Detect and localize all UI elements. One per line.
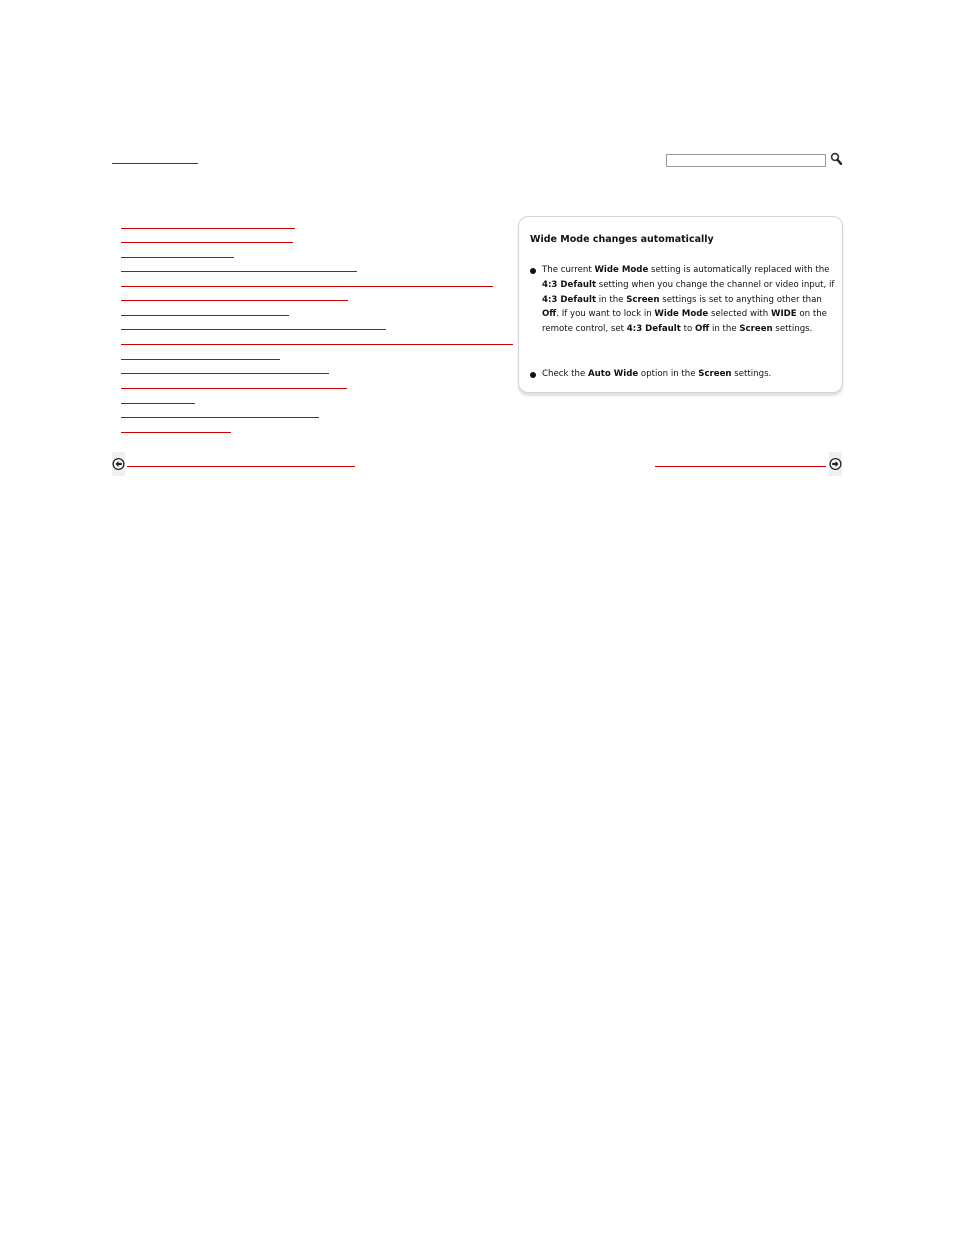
toc-link-1[interactable] bbox=[121, 228, 295, 229]
bullet-icon bbox=[530, 268, 536, 274]
tip-card bbox=[518, 216, 843, 393]
toc-link-13[interactable] bbox=[121, 403, 195, 404]
toc-link-4[interactable] bbox=[121, 271, 357, 272]
toc-link-7[interactable] bbox=[121, 315, 289, 316]
tip-title: Wide Mode changes automatically bbox=[530, 234, 714, 245]
toc-link-11[interactable] bbox=[121, 373, 329, 374]
search-icon bbox=[830, 152, 843, 166]
next-page-button[interactable] bbox=[829, 452, 842, 476]
toc-link-12[interactable] bbox=[121, 388, 347, 389]
right-arrow-icon bbox=[829, 452, 842, 476]
top-link[interactable] bbox=[112, 163, 198, 164]
toc-link-3[interactable] bbox=[121, 257, 234, 258]
prev-page-link[interactable] bbox=[127, 466, 355, 467]
toc-link-14[interactable] bbox=[121, 417, 319, 418]
toc-link-8[interactable] bbox=[121, 329, 386, 330]
toc-link-15[interactable] bbox=[121, 432, 231, 433]
next-page-link[interactable] bbox=[655, 466, 826, 467]
search-input[interactable] bbox=[666, 154, 826, 167]
bullet-icon bbox=[530, 372, 536, 378]
search-button[interactable] bbox=[830, 152, 843, 166]
page-navigation bbox=[112, 452, 842, 478]
toc-link-6[interactable] bbox=[121, 300, 348, 301]
left-arrow-icon bbox=[112, 452, 125, 476]
toc-link-9[interactable] bbox=[121, 344, 513, 345]
toc-link-10[interactable] bbox=[121, 359, 280, 360]
toc-link-5[interactable] bbox=[121, 286, 493, 287]
toc-link-2[interactable] bbox=[121, 242, 293, 243]
prev-page-button[interactable] bbox=[112, 452, 125, 476]
tip-bullet-1: The current Wide Mode setting is automatically replaced with the 4:3 Default setting when you change the channel or video input, if 4:3 Default in the Screen settings is set to anything other than Off. If you want to lock in Wide Mode selected with WIDE on the remote control, set 4:3 Default to Off in the Screen settings. bbox=[542, 265, 835, 335]
tip-bullet-2: Check the Auto Wide option in the Screen settings. bbox=[542, 369, 772, 379]
